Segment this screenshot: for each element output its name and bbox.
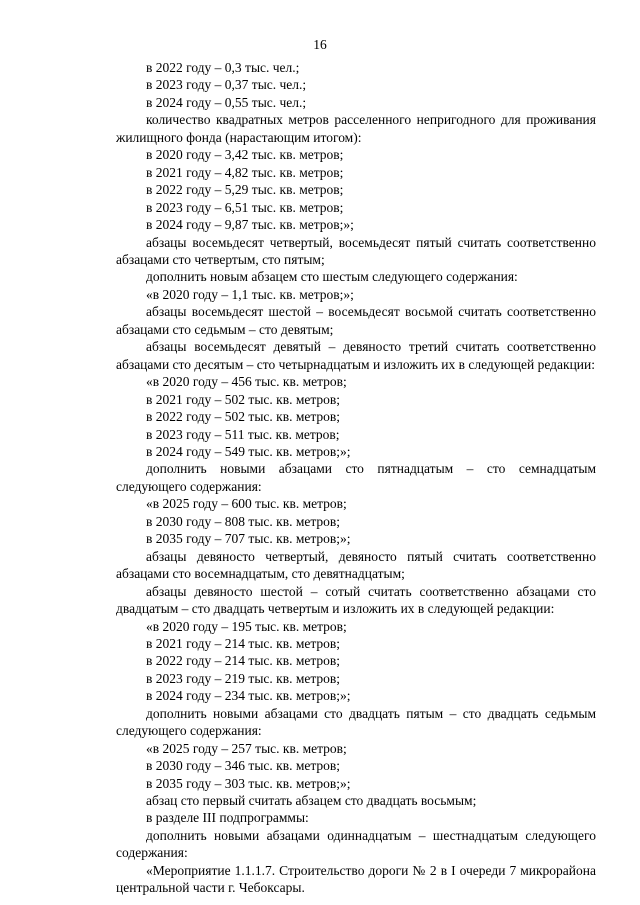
paragraph: дополнить новыми абзацами одиннадцатым – шестнадцатым следующего содержания: [116,827,596,861]
paragraph: дополнить новым абзацем сто шестым следующего содержания: [146,269,518,285]
paragraph: в 2022 году – 214 тыс. кв. метров; [146,653,341,669]
paragraph: абзацы восемьдесят четвертый, восемьдесят пятый считать соответственно абзацами сто четвертым, сто пятым; [116,234,596,267]
paragraph: в 2023 году – 6,51 тыс. кв. метров; [146,199,344,215]
paragraph: количество квадратных метров расселенного непригодного для проживания жилищного фонда (нарастающим итогом): [116,112,596,145]
paragraph: в 2035 году – 707 тыс. кв. метров;»; [146,531,351,547]
paragraph: абзацы восемьдесят шестой – восемьдесят восьмой считать соответственно абзацами сто седьмым – сто девятым; [116,304,596,337]
page-number: 16 [313,37,327,52]
paragraph: в 2030 году – 346 тыс. кв. метров; [146,758,341,774]
paragraph: в 2024 году – 549 тыс. кв. метров;»; [146,443,351,459]
paragraph: в 2024 году – 234 тыс. кв. метров;»; [146,688,351,704]
paragraph: абзацы восемьдесят девятый – девяносто третий считать соответственно абзацами сто десятым – сто четырнадцатым и изложить их в следующей редакции: [116,339,596,372]
paragraph: в 2023 году – 0,37 тыс. чел.; [146,77,307,93]
paragraph: дополнить новыми абзацами сто двадцать пятым – сто двадцать седьмым следующего содержания: [116,705,596,739]
paragraph: в 2021 году – 214 тыс. кв. метров; [146,635,341,651]
paragraph: в 2022 году – 502 тыс. кв. метров; [146,409,341,425]
paragraph: абзацы девяносто шестой – сотый считать соответственно абзацами сто двадцатым – сто двадцать четвертым и изложить их в следующей редакции: [116,583,596,617]
paragraph: «Мероприятие 1.1.1.7. Строительство дороги № 2 в I очереди 7 микрорайона центральной части г. Чебоксары. [116,862,596,896]
paragraph: «в 2020 году – 1,1 тыс. кв. метров;»; [146,286,354,302]
paragraph: «в 2020 году – 195 тыс. кв. метров; [146,618,347,634]
paragraph: в разделе III подпрограммы: [146,810,309,826]
paragraph: «в 2025 году – 257 тыс. кв. метров; [146,740,347,756]
paragraph: в 2022 году – 5,29 тыс. кв. метров; [146,182,344,198]
paragraph: абзац сто первый считать абзацем сто двадцать восьмым; [146,793,477,809]
paragraph: в 2023 году – 219 тыс. кв. метров; [146,670,341,686]
paragraph: в 2020 году – 3,42 тыс. кв. метров; [146,147,344,163]
paragraph: в 2022 году – 0,3 тыс. чел.; [146,60,300,75]
paragraph: «в 2020 году – 456 тыс. кв. метров; [146,374,347,390]
paragraph: в 2024 году – 9,87 тыс. кв. метров;»; [146,217,354,233]
paragraph: в 2021 году – 4,82 тыс. кв. метров; [146,164,344,180]
paragraph: дополнить новыми абзацами сто пятнадцатым – сто семнадцатым следующего содержания: [116,461,596,494]
paragraph: в 2021 году – 502 тыс. кв. метров; [146,391,341,407]
paragraph: в 2030 году – 808 тыс. кв. метров; [146,513,341,529]
paragraph: абзацы девяносто четвертый, девяносто пятый считать соответственно абзацами сто восемнадцатым, сто девятнадцатым; [116,548,596,582]
paragraph: «в 2025 году – 600 тыс. кв. метров; [146,496,347,512]
body-text [116,59,596,897]
paragraph: в 2035 году – 303 тыс. кв. метров;»; [146,775,351,791]
paragraph: в 2023 году – 511 тыс. кв. метров; [146,426,340,442]
paragraph: в 2024 году – 0,55 тыс. чел.; [146,94,307,110]
